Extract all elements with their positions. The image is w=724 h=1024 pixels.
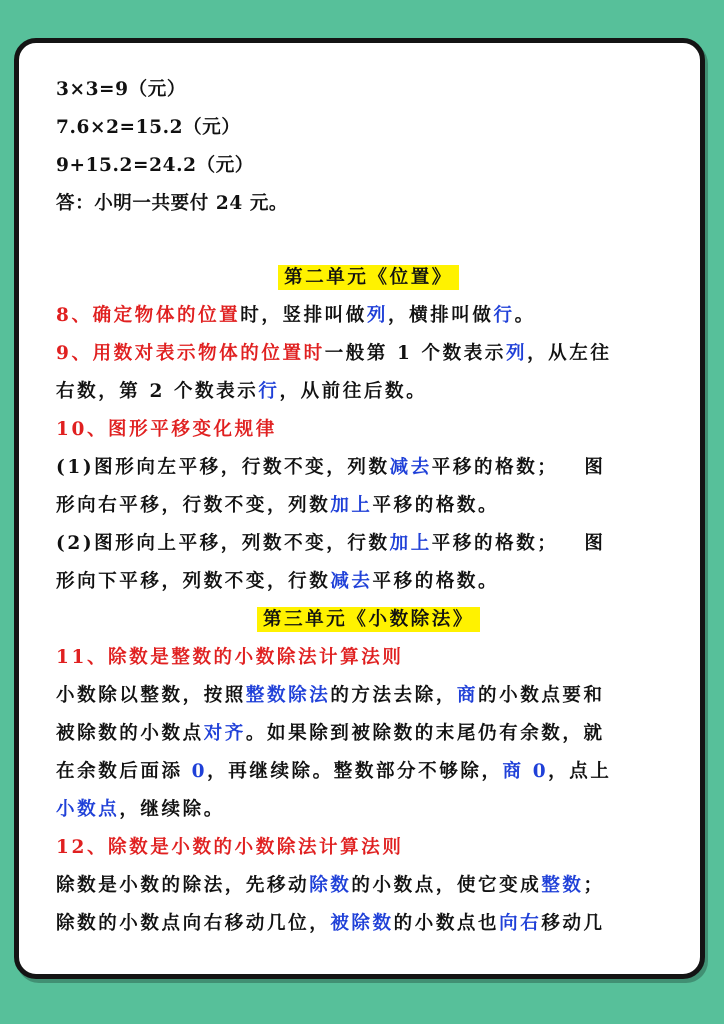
point-12-head: 12、除数是小数的小数除法计算法则: [56, 837, 404, 858]
point-9-head: 9、用数对表示物体的位置时: [56, 343, 325, 364]
keyword: 小数点: [56, 799, 120, 820]
text: 图: [584, 457, 606, 478]
text: ，再继续除。整数部分不够除，: [207, 761, 503, 782]
keyword: 行: [493, 305, 515, 326]
point-12-line-1: [56, 867, 681, 905]
point-11-line-3: [56, 753, 681, 791]
text: 时，竖排叫做: [240, 305, 367, 326]
unit2-title-text: 第二单元《位置》: [278, 265, 459, 290]
keyword: 列: [505, 343, 528, 364]
text: 平移的格数；: [431, 457, 559, 478]
text: 的小数点，使它变成: [351, 875, 542, 896]
point-12-line-2: [56, 905, 681, 943]
unit2-title: [56, 259, 681, 297]
spacer: [56, 223, 681, 259]
calc-line-3: 9+15.2=24.2（元）: [56, 155, 254, 176]
point-10-head: 10、图形平移变化规律: [56, 419, 277, 440]
point-11-line-2: [56, 715, 681, 753]
text: 的方法去除，: [330, 685, 457, 706]
text: 除数的小数点向右移动几位，: [56, 913, 331, 934]
point-10-line-4: [56, 563, 681, 601]
keyword: 除数: [309, 875, 352, 896]
calc-line-1: 3×3=9（元）: [56, 79, 186, 100]
text: 除数是小数的除法，先移动: [56, 875, 310, 896]
point-11-line-4: [56, 791, 681, 829]
text: (2)图形向上平移，列数不变，行数: [56, 533, 390, 554]
keyword: 列: [366, 305, 388, 326]
keyword: 减去: [330, 571, 373, 592]
text: 的小数点要和: [478, 685, 605, 706]
text: ，从左往: [527, 343, 612, 364]
text: ，横排叫做: [388, 305, 494, 326]
point-10-line-3: [56, 525, 681, 563]
text: 一般第 1 个数表示: [324, 343, 506, 364]
text: 形向右平移，行数不变，列数: [56, 495, 331, 516]
keyword: 对齐: [203, 723, 246, 744]
calc-line-2: 7.6×2=15.2（元）: [56, 117, 241, 138]
keyword: 行: [258, 381, 280, 402]
text: 平移的格数。: [372, 495, 500, 516]
text: 的小数点也: [393, 913, 500, 934]
keyword: 商 0: [502, 761, 549, 782]
unit3-title-text: 第三单元《小数除法》: [257, 607, 480, 632]
note-content: [56, 71, 681, 943]
keyword: 减去: [389, 457, 432, 478]
unit3-title: [56, 601, 681, 639]
point-10-line-1: [56, 449, 681, 487]
text: 被除数的小数点: [56, 723, 204, 744]
text: 在余数后面添: [56, 761, 192, 782]
text: 。如果除到被除数的末尾仍有余数，就: [245, 723, 605, 744]
text: (1)图形向左平移，行数不变，列数: [56, 457, 390, 478]
answer-line: 答：小明一共要付 24 元。: [56, 193, 289, 214]
keyword: 向右: [499, 913, 542, 934]
text: 右数，第 2 个数表示: [56, 381, 259, 402]
keyword: 被除数: [330, 913, 394, 934]
text: ，点上: [548, 761, 612, 782]
keyword: 商: [456, 685, 479, 706]
text: ，从前往后数。: [279, 381, 428, 402]
text: ，继续除。: [119, 799, 225, 820]
keyword: 加上: [389, 533, 432, 554]
text: 移动几: [541, 913, 605, 934]
point-10-line-2: [56, 487, 681, 525]
text: 平移的格数；: [431, 533, 559, 554]
point-11-head: 11、除数是整数的小数除法计算法则: [56, 647, 404, 668]
text: 。: [514, 305, 536, 326]
text: 形向下平移，列数不变，行数: [56, 571, 331, 592]
text: 平移的格数。: [372, 571, 500, 592]
point-8-head: 8、确定物体的位置: [56, 305, 241, 326]
point-8: [56, 297, 681, 335]
keyword: 加上: [330, 495, 373, 516]
text: 图: [584, 533, 606, 554]
text: 小数除以整数，按照: [56, 685, 246, 706]
keyword: 整数: [541, 875, 584, 896]
keyword: 0: [191, 761, 208, 782]
keyword: 整数除法: [245, 685, 331, 706]
point-11-line-1: [56, 677, 681, 715]
note-card: [14, 38, 705, 979]
point-9-line-2: [56, 373, 681, 411]
point-9-line-1: [56, 335, 681, 373]
text: ；: [583, 875, 605, 896]
